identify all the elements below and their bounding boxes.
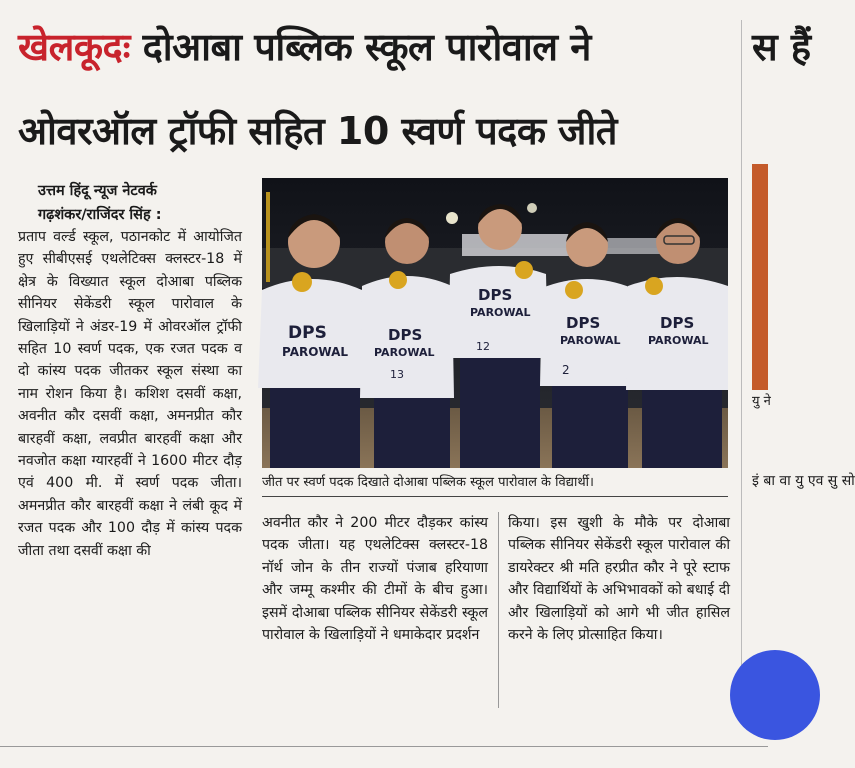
jersey-text-parowal-3: PAROWAL — [470, 306, 531, 319]
jersey-text-dps-5: DPS — [660, 314, 695, 332]
adjacent-headline: स हैं — [752, 25, 812, 69]
byline-place-author: गढ़शंकर/राजिंदर सिंह : — [38, 207, 162, 223]
team-photo-illustration — [262, 178, 728, 468]
page-bottom-rule — [0, 746, 768, 747]
jersey-number-1: 13 — [390, 368, 404, 381]
article-border — [741, 20, 742, 720]
byline-agency: उत्तम हिंदू न्यूज नेटवर्क — [38, 183, 157, 199]
adjacent-text: इं बा वा यु एव सु सो — [752, 473, 855, 489]
jersey-text-parowal-2: PAROWAL — [374, 346, 435, 359]
adjacent-photo — [752, 164, 768, 390]
jersey-text-dps-1: DPS — [288, 323, 327, 343]
jersey-text-dps-3: DPS — [478, 286, 513, 304]
overlay-button[interactable] — [730, 650, 820, 740]
team-photo — [262, 178, 728, 468]
caption-divider — [262, 496, 728, 497]
jersey-text-dps-2: DPS — [388, 326, 423, 344]
jersey-text-parowal-1: PAROWAL — [282, 345, 349, 359]
jersey-text-parowal-4: PAROWAL — [560, 334, 621, 347]
article-column-1: प्रताप वर्ल्ड स्कूल, पठानकोट में आयोजित हुए सीबीएसई एथलेटिक्स क्लस्टर-18 में क्षेत्र के विख्यात स्कूल दोआबा पब्लिक सीनियर सेकेंडरी स्कूल पारोवाल के खिलाड़ियों ने अंडर-19 में ओवरऑल ट्रॉफी सहित 10 स्वर्ण पदक, एक रजत पदक व दो कांस्य पदक जीतकर स्कूल संस्था का नाम रोशन किया है। कशिश दसवीं कक्षा, अवनीत कौर दसवीं कक्षा, अमनप्रीत कौर बारहवीं कक्षा, लवप्रीत बारहवीं कक्षा और नवजोत कक्षा ग्यारहवीं ने 1600 मीटर दौड़ एवं 400 मी. में स्वर्ण पदक जीता। अमनप्रीत कौर बारहवीं कक्षा ने लंबी कूद में रजत पदक और 100 दौड़ में कांस्य पदक जीता तथा दसवीं कक्षा की — [18, 229, 242, 559]
headline-line-2: ओवरऑल ट्रॉफी सहित 10 स्वर्ण पदक जीते — [18, 109, 617, 153]
headline-text-1: दोआबा पब्लिक स्कूल पारोवाल ने — [129, 25, 591, 69]
jersey-number-3: 2 — [562, 363, 570, 377]
headline-kicker: खेलकूदः — [18, 25, 130, 69]
headline-line-1 — [18, 22, 730, 72]
article-column-2: अवनीत कौर ने 200 मीटर दौड़कर कांस्य पदक जीता। यह एथलेटिक्स क्लस्टर-18 नॉर्थ जोन के तीन राज्यों पंजाब हरियाणा और जम्मू कश्मीर की टीमों के बीच हुआ। इसमें दोआबा पब्लिक सीनियर सेकेंडरी स्कूल पारोवाल के खिलाड़ियों ने धमाकेदार प्रदर्शन — [262, 515, 488, 644]
jersey-text-parowal-5: PAROWAL — [648, 334, 709, 347]
column-divider — [498, 512, 499, 708]
jersey-number-2: 12 — [476, 340, 490, 353]
article-column-3: किया। इस खुशी के मौके पर दोआबा पब्लिक सीनियर सेकेंडरी स्कूल पारोवाल की डायरेक्टर श्री मति हरप्रीत कौर ने पूरे स्टाफ और विद्यार्थियों के अभिभावकों को बधाई दी और खिलाड़ियों को आगे भी जीत हासिल करने के लिए प्रोत्साहित किया। — [508, 515, 730, 644]
adjacent-caption: यु ने — [752, 394, 771, 409]
photo-caption: जीत पर स्वर्ण पदक दिखाते दोआबा पब्लिक स्कूल पारोवाल के विद्यार्थी। — [262, 475, 594, 490]
jersey-text-dps-4: DPS — [566, 314, 601, 332]
